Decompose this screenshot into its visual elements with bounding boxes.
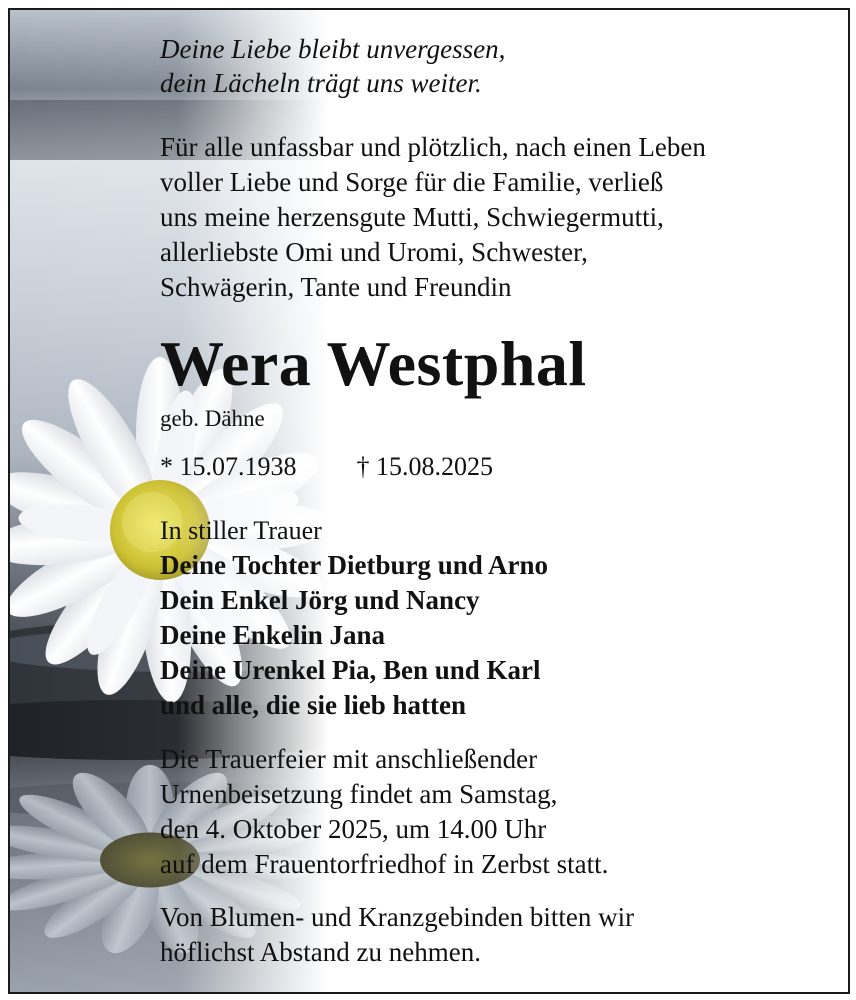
flower-request bbox=[160, 900, 850, 970]
ceremony-info bbox=[160, 742, 850, 882]
intro-line: uns meine herzensgute Mutti, Schwiegermutti, bbox=[160, 202, 664, 232]
birth-date: * 15.07.1938 bbox=[160, 452, 297, 481]
intro-line: Schwägerin, Tante und Freundin bbox=[160, 272, 512, 302]
life-dates bbox=[160, 450, 850, 484]
mourner-line: und alle, die sie lieb hatten bbox=[160, 690, 467, 720]
motto bbox=[160, 32, 850, 100]
obituary-frame bbox=[8, 8, 850, 994]
mourner-line: Deine Tochter Dietburg und Arno bbox=[160, 550, 549, 580]
intro-line: allerliebste Omi und Uromi, Schwester, bbox=[160, 237, 588, 267]
ceremony-line: Die Trauerfeier mit anschließender bbox=[160, 744, 538, 774]
request-line: Von Blumen- und Kranzgebinden bitten wir bbox=[160, 902, 635, 932]
mourning-heading: In stiller Trauer bbox=[160, 516, 322, 545]
motto-line: Deine Liebe bleibt unvergessen, bbox=[160, 34, 506, 64]
ceremony-line: den 4. Oktober 2025, um 14.00 Uhr bbox=[160, 814, 547, 844]
ceremony-line: auf dem Frauentorfriedhof in Zerbst statt. bbox=[160, 849, 609, 879]
mourners-list bbox=[160, 548, 850, 723]
motto-line: dein Lächeln trägt uns weiter. bbox=[160, 68, 482, 98]
ceremony-line: Urnenbeisetzung findet am Samstag, bbox=[160, 779, 558, 809]
deceased-name: Wera Westphal bbox=[160, 328, 587, 399]
mourner-line: Deine Urenkel Pia, Ben und Karl bbox=[160, 655, 541, 685]
intro-text bbox=[160, 130, 850, 305]
death-date: † 15.08.2025 bbox=[356, 452, 493, 481]
intro-line: Für alle unfassbar und plötzlich, nach einen Leben bbox=[160, 132, 706, 162]
mourner-line: Deine Enkelin Jana bbox=[160, 620, 386, 650]
request-line: höflichst Abstand zu nehmen. bbox=[160, 937, 481, 967]
birth-name: geb. Dähne bbox=[160, 406, 265, 431]
intro-line: voller Liebe und Sorge für die Familie, verließ bbox=[160, 167, 664, 197]
mourner-line: Dein Enkel Jörg und Nancy bbox=[160, 585, 480, 615]
